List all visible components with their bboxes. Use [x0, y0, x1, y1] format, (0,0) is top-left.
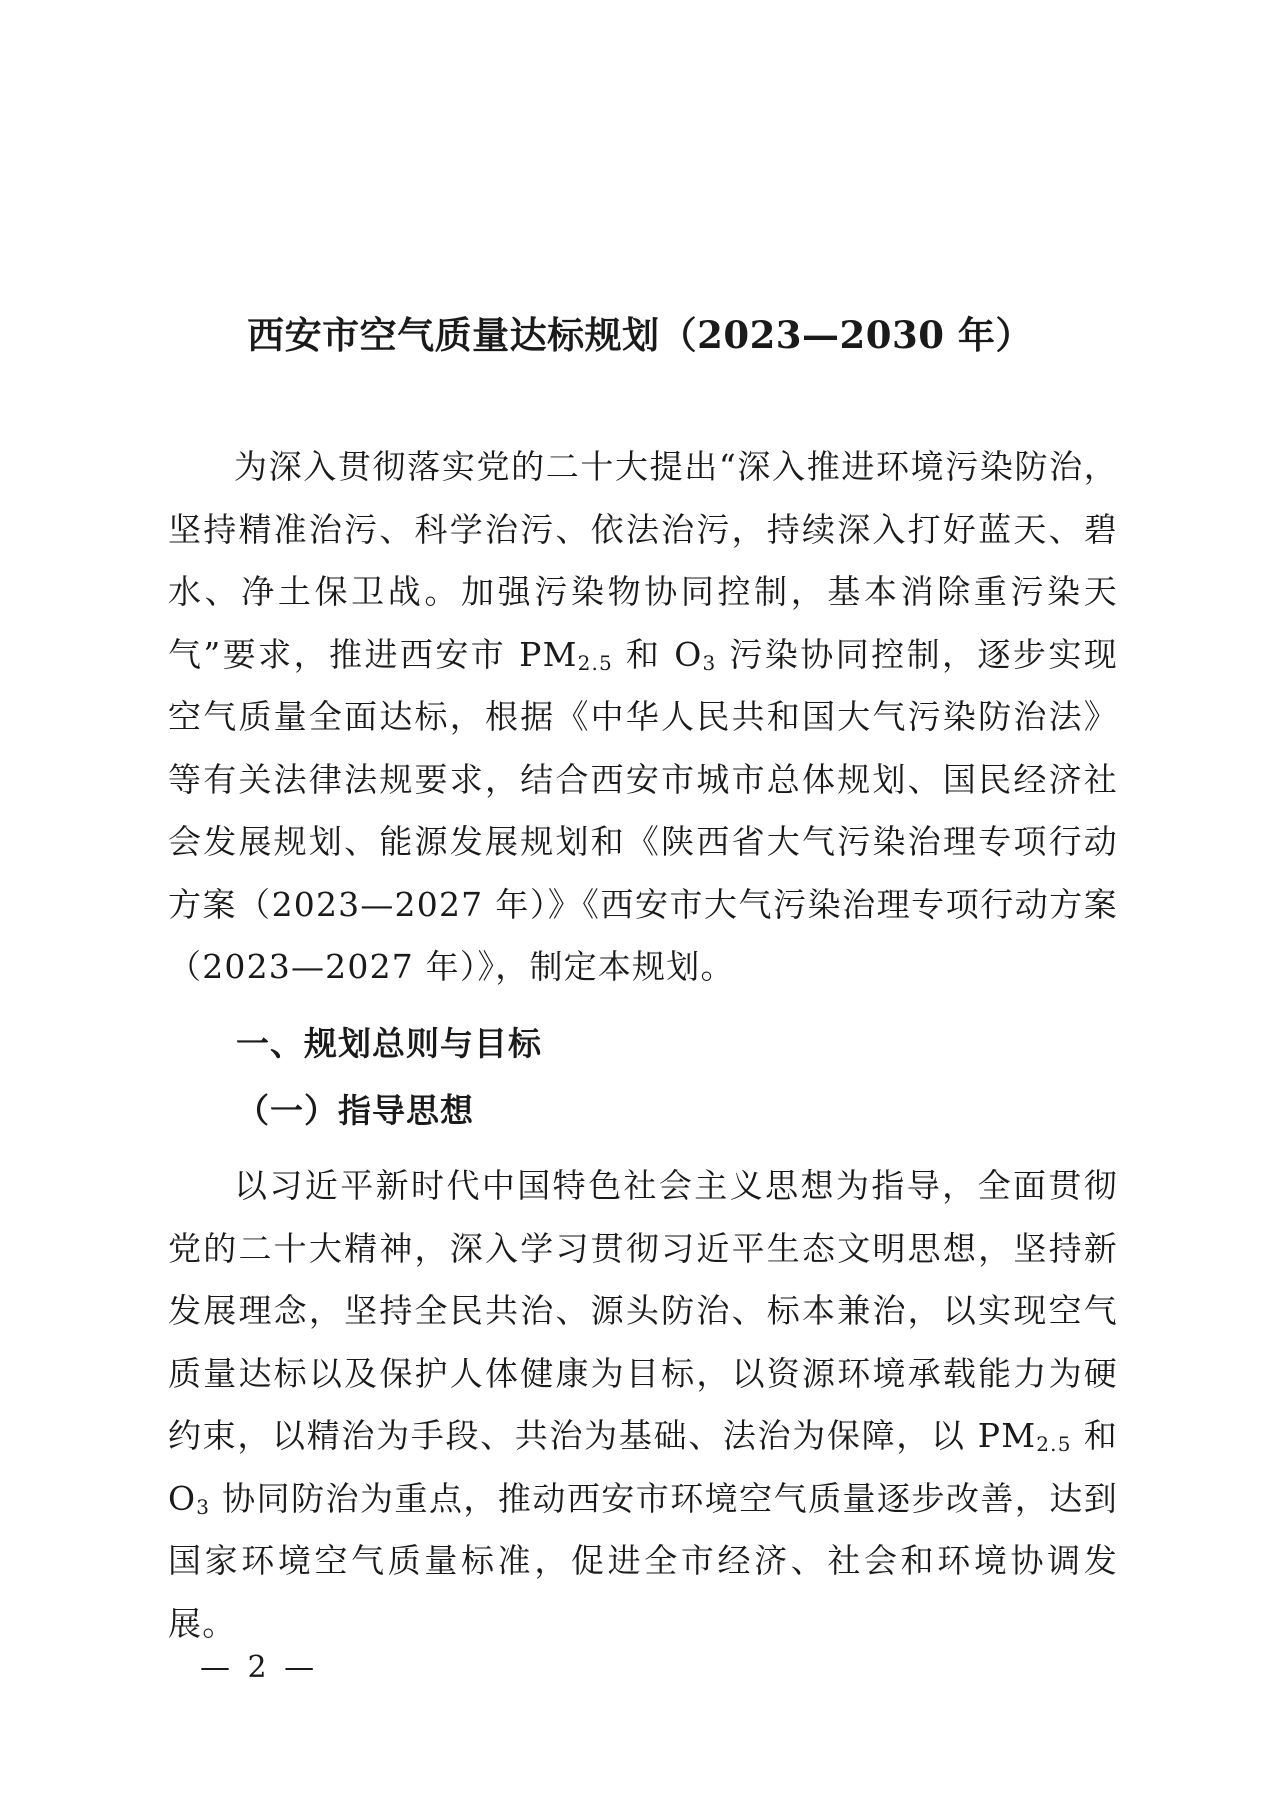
guiding-text-part3: 协同防治为重点，推动西安市环境空气质量逐步改善，达到国家环境空气质量标准，促进全市经济、社会和环境协调发展。 [168, 1478, 1118, 1643]
document-title: 西安市空气质量达标规划（2023—2030 年） [247, 313, 1033, 357]
o3-subscript: 3 [702, 650, 717, 675]
intro-paragraph [168, 436, 1118, 999]
intro-text-part1: 为深入贯彻落实党的二十大提出“深入推进环境污染防治，坚持精准治污、科学治污、依法治污，持续深入打好蓝天、碧水、净土保卫战。加强污染物协同控制，基本消除重污染天气”要求，推进西安市 PM [168, 447, 1118, 674]
guiding-ideology-paragraph [168, 1155, 1118, 1655]
page-number: — 2 — [200, 1650, 319, 1685]
subsection-heading: （一）指导思想 [236, 1091, 474, 1130]
o3-subscript: 3 [196, 1494, 211, 1519]
guiding-text-part2: 和 O [168, 1416, 1119, 1518]
section-heading: 一、规划总则与目标 [236, 1024, 542, 1063]
intro-text-part2: 和 O [613, 634, 703, 674]
pm-subscript: 2.5 [1036, 1432, 1072, 1456]
guiding-text-part1: 以习近平新时代中国特色社会主义思想为指导，全面贯彻党的二十大精神，深入学习贯彻习近平生态文明思想，坚持新发展理念，坚持全民共治、源头防治、标本兼治，以实现空气质量达标以及保护人体健康为目标，以资源环境承载能力为硬约束，以精治为手段、共治为基础、法治为保障，以 PM [168, 1166, 1118, 1455]
pm-subscript: 2.5 [577, 650, 613, 675]
intro-text-part3: 污染协同控制，逐步实现空气质量全面达标，根据《中华人民共和国大气污染防治法》等有关法律法规要求，结合西安市城市总体规划、国民经济社会发展规划、能源发展规划和《陕西省大气污染治理专项行动方案（2023—2027 年）》《西安市大气污染治理专项行动方案（2023—2027 年）》，制定本规划。 [168, 634, 1118, 986]
